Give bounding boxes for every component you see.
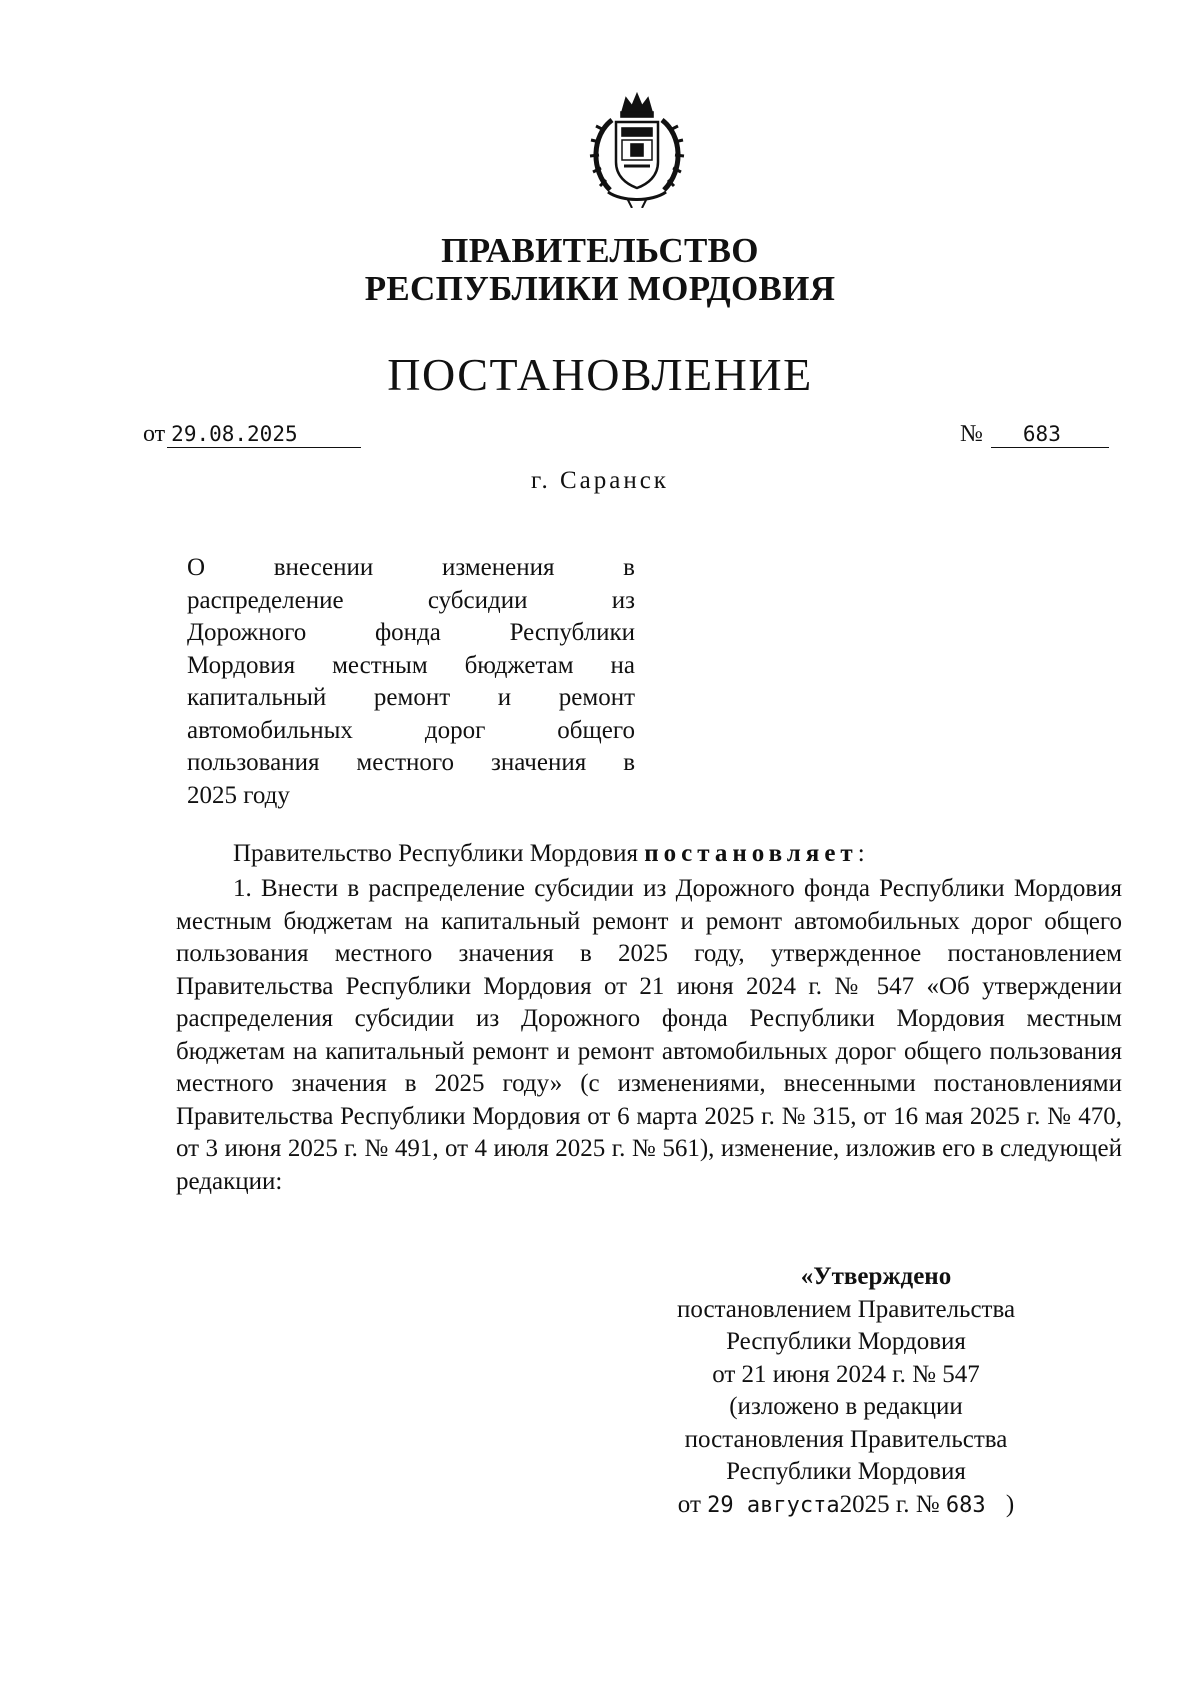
approval-number-stamp: 683	[945, 1492, 986, 1518]
org-name-line-1: ПРАВИТЕЛЬСТВО	[441, 231, 759, 270]
subject-line: распределение субсидии из	[187, 586, 635, 614]
date-prefix: от	[143, 421, 166, 447]
subject-line: автомобильных дорог общего	[187, 716, 635, 744]
document-type-title: ПОСТАНОВЛЕНИЕ	[387, 349, 813, 400]
approval-close-paren: )	[1005, 1490, 1015, 1518]
subject-line: 2025 году	[187, 781, 290, 809]
document-subject	[187, 552, 635, 812]
number-field	[960, 421, 1109, 448]
approval-line: Республики Мордовия	[726, 1458, 966, 1485]
approval-line: Республики Мордовия	[726, 1328, 966, 1355]
subject-line: Мордовия местным бюджетам на	[187, 651, 635, 679]
preamble-colon: :	[857, 840, 865, 867]
subject-line: О внесении изменения в	[187, 554, 635, 581]
preamble-text: Правительство Республики Мордовия	[233, 840, 638, 867]
city-line: г. Саранск	[531, 467, 669, 494]
approval-last-mid: 2025 г. №	[839, 1490, 940, 1518]
subject-line: капитальный ремонт и ремонт	[187, 684, 635, 711]
approval-heading: «Утверждено	[800, 1263, 952, 1290]
date-value: 29.08.2025	[167, 421, 361, 448]
subject-line: Дорожного фонда Республики	[187, 619, 635, 646]
approval-line: постановления Правительства	[684, 1425, 1008, 1453]
date-field	[143, 421, 361, 448]
approval-line: постановлением Правительства	[676, 1295, 1016, 1323]
approval-line: (изложено в редакции	[729, 1393, 963, 1420]
paragraph-1: 1. Внести в распределение субсидии из Дорожного фонда Республики Мордовия местным бюджетам на капитальный ремонт и ремонт автомобильных дорог общего пользования местного значения в 2025 году, утвержденное постановлением Правительства Республики Мордовия от 21 июня 2024 г. № 547 «Об утверждении распределения субсидии из Дорожного фонда Республики Мордовия местным бюджетам на капитальный ремонт и ремонт автомобильных дорог общего пользования местного значения в 2025 году» (с изменениями, внесенными постановлениями Правительства Республики Мордовия от 6 марта 2025 г. № 315, от 16 мая 2025 г. № 470, от 3 июня 2025 г. № 491, от 4 июля 2025 г. № 561), изменение, изложив его в следующей редакции:	[176, 875, 1122, 1195]
org-name-line-2: РЕСПУБЛИКИ МОРДОВИЯ	[364, 269, 836, 308]
approval-line: от 21 июня 2024 г. № 547	[712, 1360, 980, 1388]
preamble-emphasis: постановляет	[644, 840, 858, 867]
preamble	[176, 838, 1122, 871]
coat-of-arms-icon	[582, 90, 692, 208]
subject-line: пользования местного значения в	[187, 749, 635, 776]
approval-last-prefix: от	[677, 1490, 701, 1518]
number-prefix: №	[960, 421, 983, 447]
number-value: 683	[991, 421, 1109, 448]
approval-date-stamp: 29 августа	[707, 1492, 840, 1518]
approval-block	[636, 1261, 1056, 1522]
approval-last-line	[636, 1489, 1056, 1523]
